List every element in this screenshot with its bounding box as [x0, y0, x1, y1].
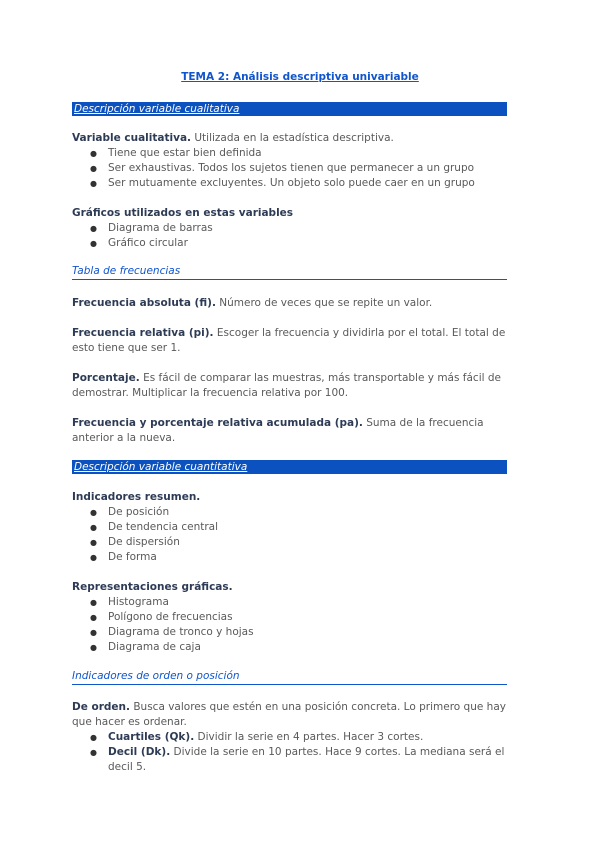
section-header-cualitativa: Descripción variable cualitativa	[72, 102, 507, 116]
subsection-header-tabla: Tabla de frecuencias	[72, 265, 507, 280]
page-title: TEMA 2: Análisis descriptiva univariable	[181, 71, 419, 83]
subsection-header-orden: Indicadores de orden o posición	[72, 670, 507, 685]
paragraph-porcentaje: Porcentaje. Es fácil de comparar las muestras, más transportable y más fácil de demostrar. Multiplicar la frecuencia relativa por 100.	[72, 372, 501, 399]
graficos-heading: Gráficos utilizados en estas variables	[72, 207, 294, 219]
paragraph-variable-cualitativa: Variable cualitativa. Utilizada en la estadística descriptiva.	[72, 132, 394, 144]
paragraph-frecuencia-absoluta: Frecuencia absoluta (fi). Número de veces que se repite un valor.	[72, 297, 433, 309]
indicadores-heading: Indicadores resumen.	[72, 491, 201, 503]
section-header-cuantitativa: Descripción variable cuantitativa	[72, 460, 507, 474]
document-page: TEMA 2: Análisis descriptiva univariable Descripción variable cualitativa Variable cualitativa. Utilizada en la estadística descriptiva. ● Tiene que estar bien definida ● Ser exhaustivas. Todos los sujetos tienen que permanecer a un grupo ● Ser mutuamente excluyentes. Un objeto solo puede caer en un grupo Gráficos utilizados en estas variables ● Diagrama de barras ● Gráfico circular Tabla de frecuencias Frecuencia absoluta (fi). Número de veces que se repite un valor. Frecuencia relativa (pi). Escoger la frecuencia y dividirla por el total. El total de esto tiene que ser 1. Porcentaje. Es fácil de comparar las muestras, más transportable y más fácil de demostrar. Multiplicar la frecuencia relativa por 100. Frecuencia y porcentaje relativa acumulada (pa). Suma de la frecuencia anterior a la nueva. Descripción variable cuantitativa Indicadores resumen. ● De posición ● De tendencia central ● De dispersión ● De forma Representaciones gráficas. ● Histograma ● Polígono de frecuencias ● Diagrama de tronco y hojas ● Diagrama de caja Indicadores de orden o posición De orden. Busca valores que estén en una posición concreta. Lo primero que hay que hacer es ordenar. ● Cuartiles (Qk). Dividir la serie en 4 partes. Hacer 3 cortes. ● Decil (Dk). Divide la serie en 10 partes. Hace 9 cortes. La mediana será el decil 5.	[0, 0, 600, 848]
paragraph-frecuencia-relativa: Frecuencia relativa (pi). Escoger la frecuencia y dividirla por el total. El total de esto tiene que ser 1.	[72, 327, 506, 354]
paragraph-frecuencia-acumulada: Frecuencia y porcentaje relativa acumulada (pa). Suma de la frecuencia anterior a la nueva.	[72, 417, 484, 444]
representaciones-heading: Representaciones gráficas.	[72, 581, 233, 593]
paragraph-de-orden: De orden. Busca valores que estén en una posición concreta. Lo primero que hay que hacer es ordenar.	[72, 701, 506, 728]
